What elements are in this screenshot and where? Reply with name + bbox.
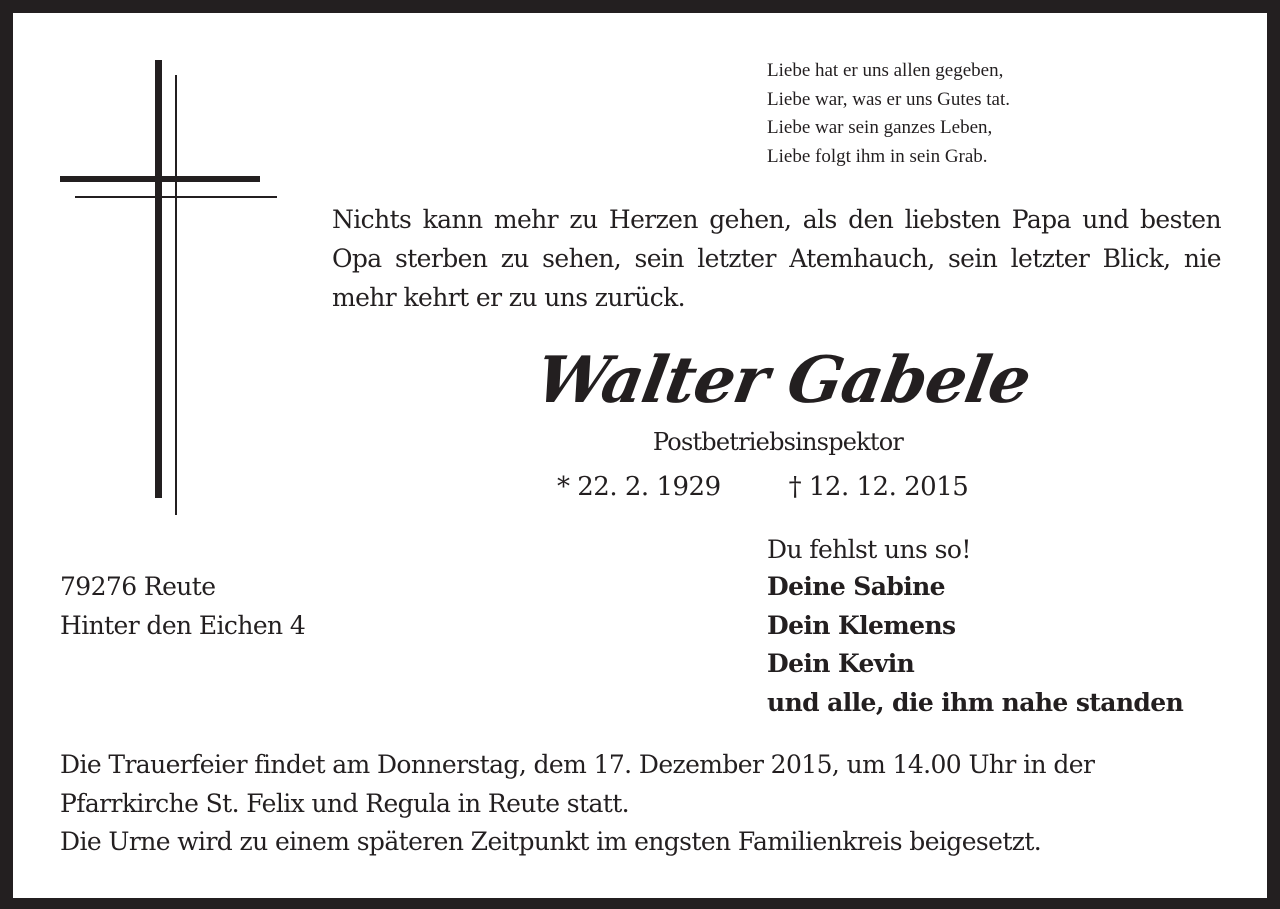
cross-vertical-bar [155,60,162,498]
cross-horizontal-bar [60,176,260,182]
deceased-title: Postbetriebsinspektor [652,428,904,456]
address-city: 79276 Reute [60,572,216,601]
death-date: † 12. 12. 2015 [788,472,969,502]
memorial-verse [767,57,1010,171]
service-line: Die Urne wird zu einem späteren Zeitpunkt im engsten Familienkreis beigesetzt. [60,827,1042,856]
cross-horizontal-line [75,196,277,198]
missing-text: Du fehlst uns so! [767,535,971,564]
service-line: Pfarrkirche St. Felix und Regula in Reute statt. [60,788,629,818]
intro-text: Nichts kann mehr zu Herzen gehen, als den liebsten Papa und besten Opa sterben zu sehen, sein letzter Atemhauch, sein letzter Blick, nie mehr kehrt er zu uns zurück. [332,205,1221,312]
address-block [60,568,305,645]
signer: Dein Kevin [767,649,915,678]
signer: und alle, die ihm nahe standen [767,687,1184,717]
life-dates [557,469,968,505]
deceased-name: Walter Gabele [530,343,1036,418]
verse-line: Liebe folgt ihm in sein Grab. [767,145,988,167]
verse-line: Liebe war sein ganzes Leben, [767,117,993,138]
verse-line: Liebe war, was er uns Gutes tat. [767,88,1010,110]
verse-line: Liebe hat er uns allen gegeben, [767,60,1004,81]
birth-date: * 22. 2. 1929 [557,472,721,502]
cross-vertical-line [175,75,177,515]
signer: Deine Sabine [767,572,945,601]
service-info [60,746,1222,862]
signer: Dein Klemens [767,610,956,640]
service-line: Die Trauerfeier findet am Donnerstag, dem 17. Dezember 2015, um 14.00 Uhr in der [60,750,1095,779]
address-street: Hinter den Eichen 4 [60,610,306,640]
signers-block [767,568,1183,722]
